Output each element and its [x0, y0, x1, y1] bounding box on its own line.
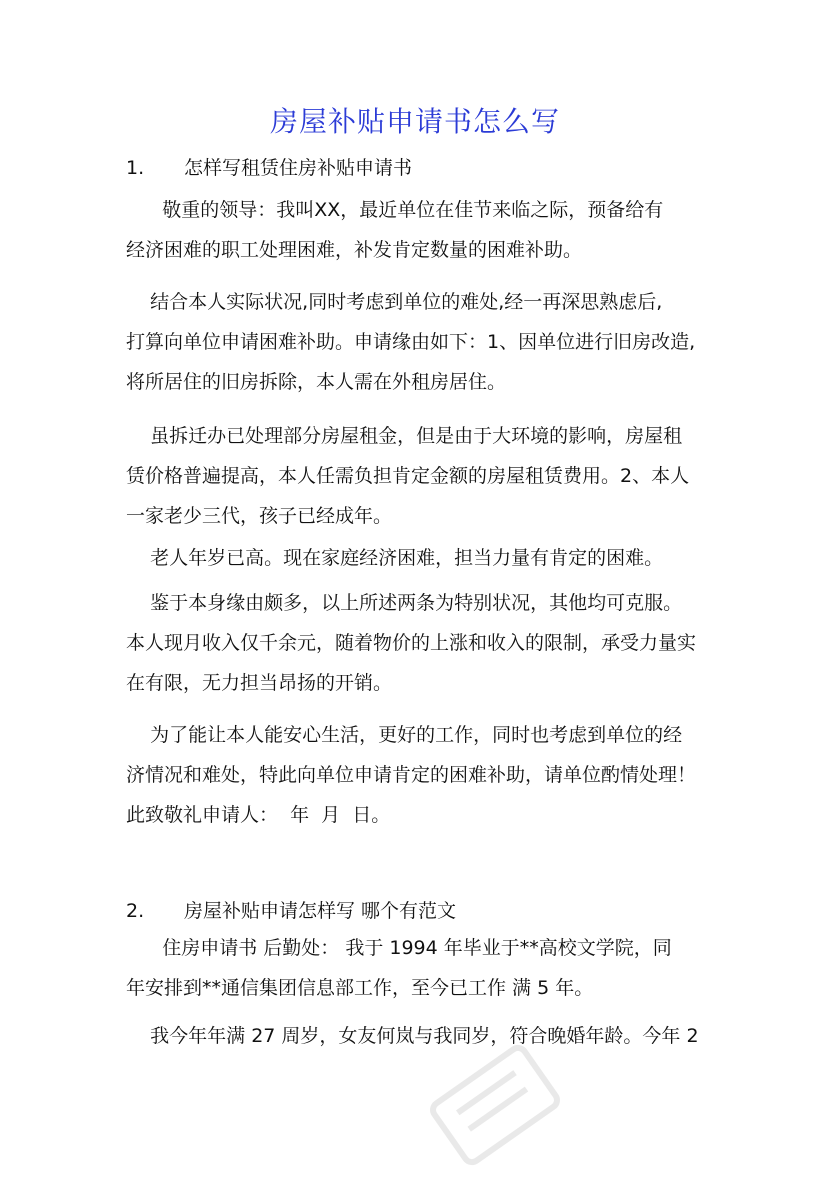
section-number: 2.: [126, 900, 145, 922]
paragraph: [126, 715, 716, 835]
paragraph-line: 经济困难的职工处理困难，补发肯定数量的困难补助。: [126, 239, 583, 261]
paragraph: [126, 282, 716, 402]
document-title: 房屋补贴申请书怎么写: [269, 105, 560, 138]
paragraph-line: 老人年岁已高。现在家庭经济困难，担当力量有肯定的困难。: [126, 547, 664, 569]
paragraph-line: 此致敬礼申请人： 年 月 日。: [126, 804, 391, 826]
section-heading-2: [126, 896, 456, 923]
paragraph-line: 本人现月收入仅千余元，随着物价的上涨和收入的限制，承受力量实: [126, 632, 697, 654]
paragraph-line: 在有限，无力担当昂扬的开销。: [126, 672, 393, 694]
paragraph: [126, 416, 716, 536]
paragraph-line: 住房申请书 后勤处： 我于 1994 年毕业于**高校文学院，同: [126, 937, 672, 959]
paragraph-line: 我今年年满 27 周岁，女友何岚与我同岁，符合晚婚年龄。今年 2: [126, 1025, 699, 1047]
paragraph-line: 将所居住的旧房拆除，本人需在外租房居住。: [126, 371, 507, 393]
paragraph-line: 赁价格普遍提高，本人任需负担肯定金额的房屋租赁费用。2、本人: [126, 465, 690, 487]
section-title: 房屋补贴申请怎样写 哪个有范文: [184, 900, 457, 922]
paragraph-line: 鉴于本身缘由颇多，以上所述两条为特别状况，其他均可克服。: [126, 592, 683, 614]
paragraph: [126, 538, 716, 578]
section-heading-1: [126, 153, 412, 180]
section-title: 怎样写租赁住房补贴申请书: [184, 157, 413, 179]
paragraph-line: 年安排到**通信集团信息部工作，至今已工作 满 5 年。: [126, 977, 594, 999]
paragraph-line: 济情况和难处，特此向单位申请肯定的困难补助，请单位酌情处理！: [126, 764, 697, 786]
paragraph: [126, 583, 716, 703]
section-number: 1.: [126, 157, 145, 179]
paragraph: [126, 928, 716, 1008]
paragraph-line: 为了能让本人能安心生活，更好的工作，同时也考虑到单位的经: [126, 724, 683, 746]
paragraph-line: 结合本人实际状况,同时考虑到单位的难处,经一再深思熟虑后,: [126, 291, 663, 313]
paragraph-line: 一家老少三代，孩子已经成年。: [126, 505, 393, 527]
paragraph-line: 敬重的领导：我叫XX，最近单位在佳节来临之际，预备给有: [126, 199, 664, 221]
paragraph: [126, 190, 716, 270]
paragraph-line: 虽拆迁办已处理部分房屋租金，但是由于大环境的影响，房屋租: [126, 425, 683, 447]
paragraph-line: 打算向单位申请困难补助。申请缘由如下：1、因单位进行旧房改造,: [126, 331, 696, 353]
watermark-graphic: [420, 1030, 570, 1180]
